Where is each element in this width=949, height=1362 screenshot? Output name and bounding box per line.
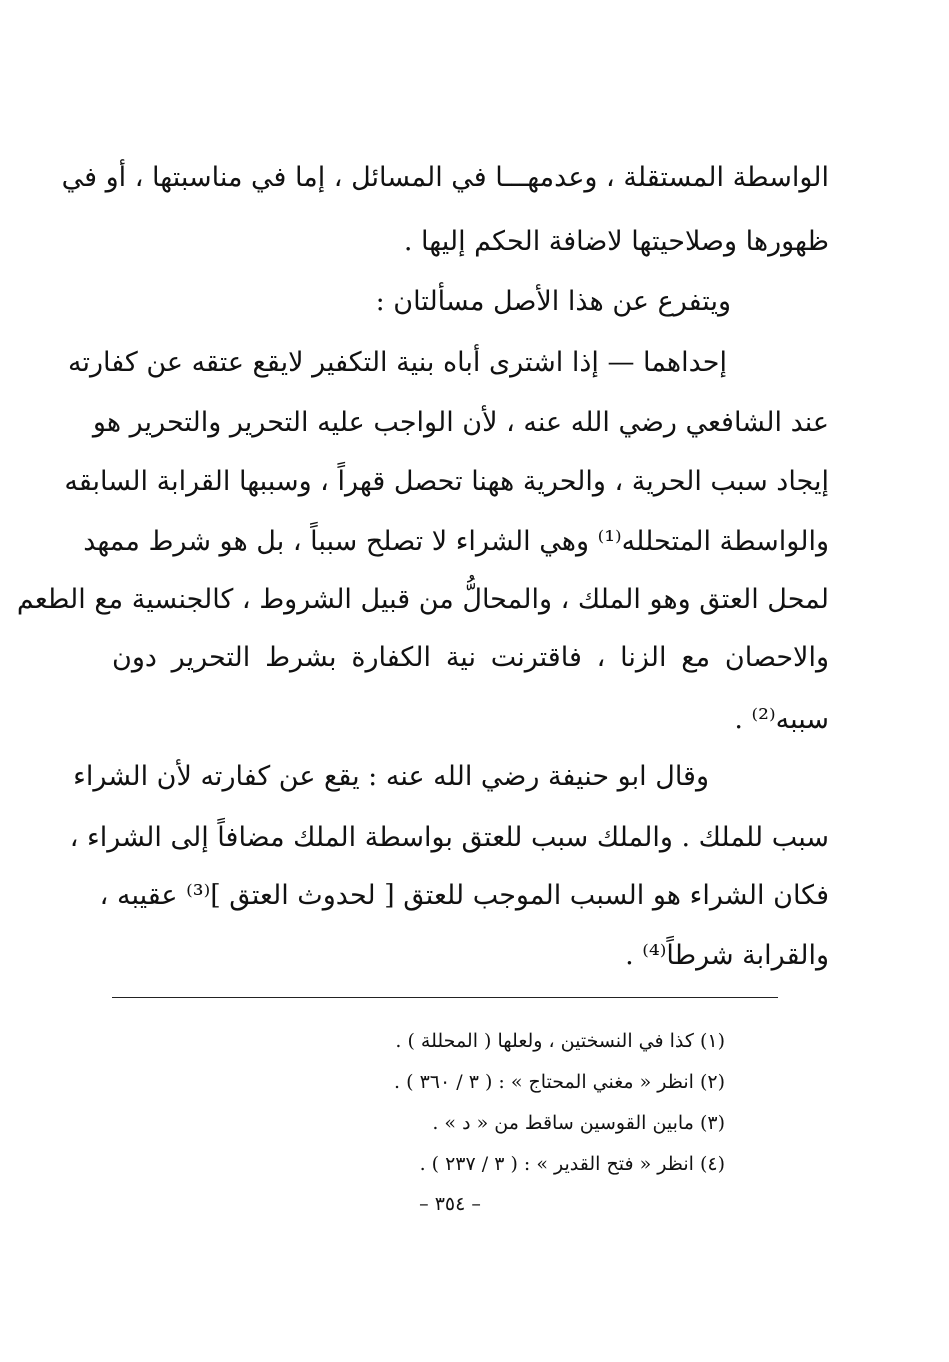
body-line-5: عند الشافعي رضي الله عنه ، لأن الواجب عليه التحرير والتحرير هو (92, 407, 829, 438)
body-line-8: لمحل العتق وهو الملك ، والمحالُّ من قبيل الشروط ، كالجنسية مع الطعم (16, 584, 829, 615)
body-line-2: ظهورها وصلاحيتها لاضافة الحكم إليها . (403, 226, 829, 257)
body-line-4: إحداهما — إذا اشترى أباه بنية التكفير لايقع عتقه عن كفارته (67, 347, 727, 378)
page-number: – ٣٥٤ – (419, 1193, 481, 1215)
footnote-2: (٢) انظر « مغني المحتاج » : ( ٣ / ٣٦٠ ) . (394, 1071, 725, 1093)
body-line-14: والقرابة شرطاً⁽⁴⁾ . (625, 940, 829, 971)
body-line-12: سبب للملك . والملك سبب للعتق بواسطة الملك مضافاً إلى الشراء ، (69, 822, 829, 853)
body-line-9: والاحصان مع الزنا ، فاقترنت نية الكفارة بشرط التحرير دون (112, 642, 829, 673)
body-line-13: فكان الشراء هو السبب الموجب للعتق [ لحدوث العتق ]⁽³⁾ عقيبه ، (99, 880, 829, 911)
body-line-6: إيجاد سبب الحرية ، والحرية ههنا تحصل قهراً ، وسببها القرابة السابقه (64, 466, 829, 497)
footnote-3: (٣) مابين القوسين ساقط من « د » . (432, 1112, 725, 1134)
footnote-4: (٤) انظر « فتح القدير » : ( ٣ / ٢٣٧ ) . (419, 1153, 725, 1175)
body-line-10: سببه⁽²⁾ . (734, 704, 829, 735)
body-line-7: والواسطة المتحلله⁽¹⁾ وهي الشراء لا تصلح سبباً ، بل هو شرط ممهد (83, 526, 829, 557)
body-line-11: وقال ابو حنيفة رضي الله عنه : يقع عن كفارته لأن الشراء (73, 761, 709, 792)
footnote-divider (112, 997, 778, 998)
body-line-3: ويتفرع عن هذا الأصل مسألتان : (375, 286, 731, 317)
footnote-1: (١) كذا في النسختين ، ولعلها ( المحللة ) . (395, 1030, 725, 1052)
body-line-1: الواسطة المستقلة ، وعدمهـــا في المسائل ، إما في مناسبتها ، أو في (61, 162, 829, 193)
